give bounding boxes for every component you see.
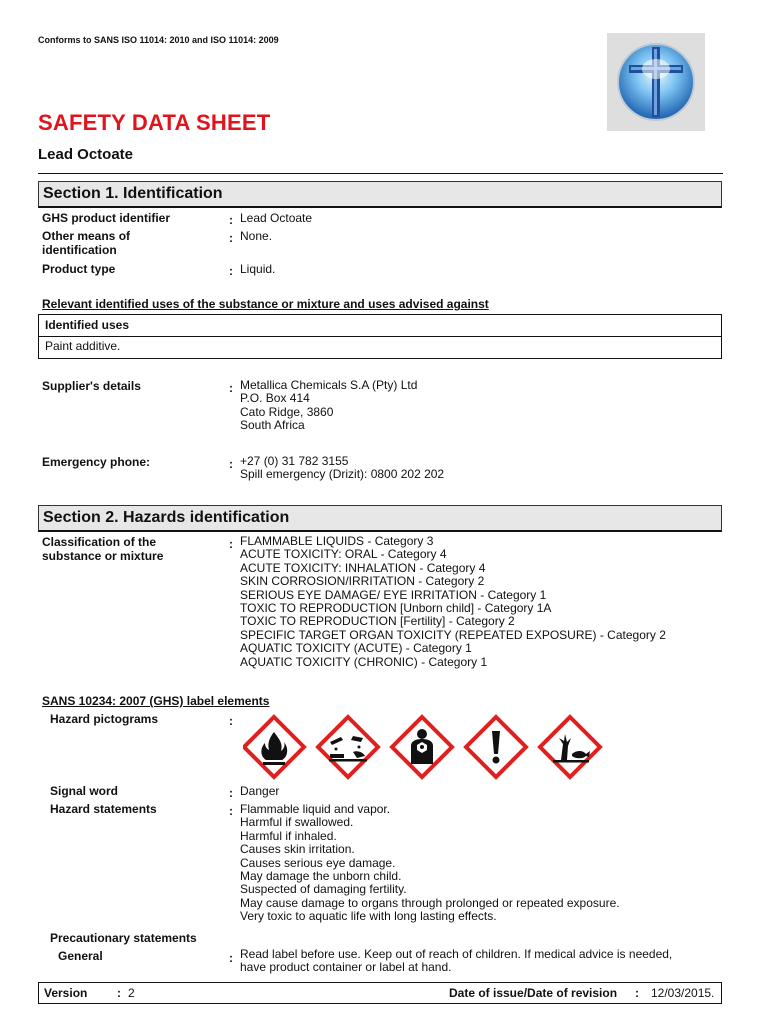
field-colon: :	[229, 213, 233, 227]
version-value: 2	[128, 986, 135, 1000]
section-1-heading: Section 1. Identification	[38, 181, 722, 208]
hazard-statements-list	[240, 803, 620, 924]
label-line: substance or mixture	[42, 549, 164, 563]
classification-item: TOXIC TO REPRODUCTION [Unborn child] - Category 1A	[240, 601, 552, 616]
date-value: 12/03/2015.	[651, 986, 715, 1000]
classification-item: ACUTE TOXICITY: ORAL - Category 4	[240, 547, 447, 562]
emergency-line: Spill emergency (Drizit): 0800 202 202	[240, 467, 445, 482]
field-value-other-means: None.	[240, 229, 273, 243]
corrosion-icon	[318, 717, 378, 777]
date-label: Date of issue/Date of revision	[449, 986, 618, 1000]
hazard-statement: Very toxic to aquatic life with long lasting effects.	[240, 909, 497, 924]
supplier-line: Cato Ridge, 3860	[240, 404, 334, 419]
classification-item: SKIN CORROSION/IRRITATION - Category 2	[240, 574, 485, 589]
document-title: SAFETY DATA SHEET	[38, 110, 271, 135]
field-colon: :	[229, 786, 233, 800]
hazard-statement: Harmful if inhaled.	[240, 828, 337, 843]
field-label-product-type: Product type	[42, 262, 116, 276]
general-statement: have product container or label at hand.	[240, 960, 452, 975]
health-hazard-icon	[392, 717, 452, 777]
classification-item: FLAMMABLE LIQUIDS - Category 3	[240, 534, 434, 548]
field-colon: :	[117, 986, 121, 1000]
supplier-line: South Africa	[240, 418, 305, 433]
supplier-details	[240, 379, 417, 433]
identified-uses-header: Identified uses	[39, 315, 721, 337]
precautionary-statements-label: Precautionary statements	[50, 931, 197, 945]
field-value-ghs-identifier: Lead Octoate	[240, 211, 313, 225]
field-colon: :	[229, 951, 233, 965]
hazard-statement: Causes skin irritation.	[240, 842, 355, 857]
classification-label	[42, 535, 163, 563]
field-colon: :	[635, 986, 639, 1000]
header-divider	[38, 173, 723, 174]
label-line: Classification of the	[42, 535, 157, 549]
section-2-heading: Section 2. Hazards identification	[38, 505, 722, 532]
hazard-pictograms	[243, 714, 603, 785]
supplier-line: P.O. Box 414	[240, 391, 310, 406]
hazard-statement: May damage the unborn child.	[240, 869, 402, 884]
environment-icon	[540, 717, 600, 777]
classification-item: ACUTE TOXICITY: INHALATION - Category 4	[240, 560, 486, 575]
field-label-other-means	[42, 229, 130, 257]
classification-item: SERIOUS EYE DAMAGE/ EYE IRRITATION - Category 1	[240, 587, 547, 602]
label-line: identification	[42, 243, 117, 257]
field-colon: :	[229, 264, 233, 278]
classification-item: TOXIC TO REPRODUCTION [Fertility] - Category 2	[240, 614, 515, 629]
hazard-statement: Flammable liquid and vapor.	[240, 802, 391, 816]
general-statements	[240, 948, 672, 975]
version-label: Version	[44, 986, 88, 1000]
field-colon: :	[229, 381, 233, 395]
hazard-statement: Causes serious eye damage.	[240, 855, 396, 870]
field-colon: :	[229, 804, 233, 818]
product-name: Lead Octoate	[38, 146, 134, 163]
emergency-phone	[240, 455, 444, 482]
classification-item: SPECIFIC TARGET ORGAN TOXICITY (REPEATED EXPOSURE) - Category 2	[240, 627, 666, 642]
hazard-statements-label: Hazard statements	[50, 802, 157, 816]
label-elements-heading: SANS 10234: 2007 (GHS) label elements	[42, 694, 270, 708]
hazard-statement: Harmful if swallowed.	[240, 815, 354, 830]
exclamation-icon	[466, 717, 526, 777]
signal-word-label: Signal word	[50, 784, 119, 798]
classification-list	[240, 535, 666, 669]
emergency-label: Emergency phone:	[42, 455, 151, 469]
conformance-note: Conforms to SANS ISO 11014: 2010 and ISO 11014: 2009	[38, 35, 279, 45]
identified-uses-table	[38, 314, 722, 359]
identified-uses-value: Paint additive.	[45, 339, 121, 353]
hazard-pictograms-label: Hazard pictograms	[50, 712, 159, 726]
field-colon: :	[229, 537, 233, 551]
classification-item: AQUATIC TOXICITY (CHRONIC) - Category 1	[240, 654, 488, 669]
flame-icon	[244, 717, 304, 777]
general-statement: Read label before use. Keep out of reach of children. If medical advice is needed,	[240, 947, 673, 961]
field-value-product-type: Liquid.	[240, 262, 276, 276]
identified-uses-heading: Relevant identified uses of the substance or mixture and uses advised against	[42, 297, 489, 311]
supplier-line: Metallica Chemicals S.A (Pty) Ltd	[240, 378, 418, 392]
label-line: Other means of	[42, 229, 131, 243]
field-label-ghs-identifier: GHS product identifier	[42, 211, 171, 225]
signal-word-value: Danger	[240, 784, 280, 798]
emergency-line: +27 (0) 31 782 3155	[240, 454, 349, 468]
field-colon: :	[229, 457, 233, 471]
hazard-statement: Suspected of damaging fertility.	[240, 882, 407, 897]
company-logo	[607, 33, 705, 131]
hazard-statement: May cause damage to organs through prolonged or repeated exposure.	[240, 895, 620, 910]
supplier-label: Supplier's details	[42, 379, 141, 393]
general-label: General	[58, 949, 103, 963]
classification-item: AQUATIC TOXICITY (ACUTE) - Category 1	[240, 641, 472, 656]
field-colon: :	[229, 714, 233, 728]
cross-globe-icon	[607, 33, 705, 131]
field-colon: :	[229, 231, 233, 245]
document-footer	[38, 982, 722, 1004]
